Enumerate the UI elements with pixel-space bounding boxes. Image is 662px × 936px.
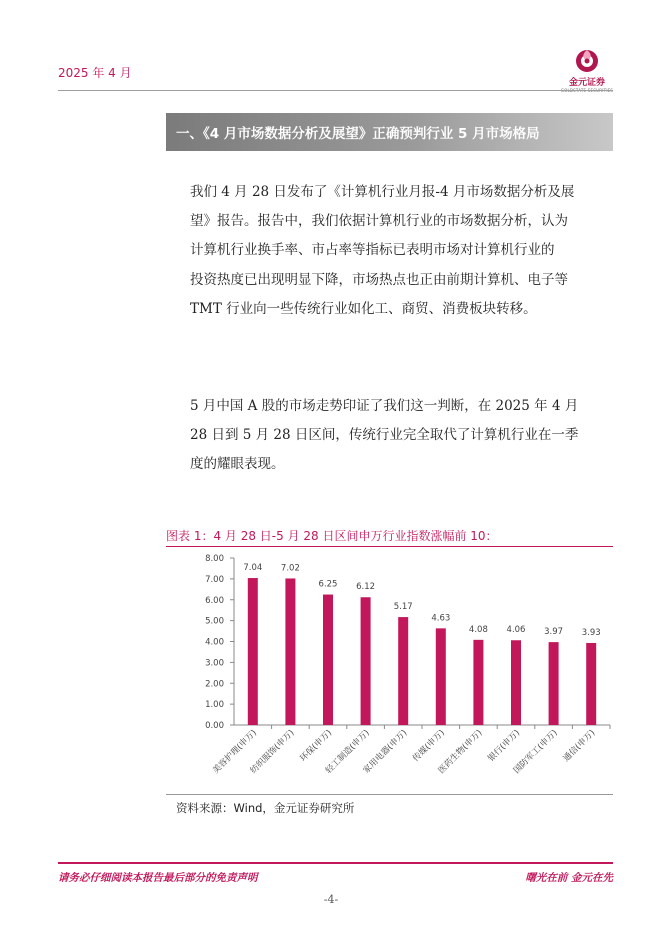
x-category-label: 纺织服饰(申万) [248, 728, 297, 776]
y-tick-label: 2.00 [205, 679, 224, 690]
bar-value-label: 7.02 [280, 563, 300, 574]
bar [398, 617, 408, 725]
y-tick-label: 3.00 [205, 658, 224, 669]
paragraph-line: 望》报告。报告中，我们依据计算机行业的市场数据分析，认为 [190, 213, 568, 230]
figure-source: 资料来源：Wind，金元证券研究所 [176, 801, 355, 815]
bar [285, 578, 295, 725]
bar-chart-svg [166, 548, 613, 794]
bar-value-label: 5.17 [393, 602, 413, 613]
bar [323, 595, 333, 725]
footer-disclaimer: 请务必仔细阅读本报告最后部分的免责声明 [58, 872, 258, 884]
paragraph-2 [190, 392, 613, 480]
page-number: -4- [323, 893, 339, 906]
y-tick-label: 6.00 [205, 595, 224, 606]
footer-slogan: 曙光在前 金元在先 [525, 872, 613, 884]
x-category-label: 通信(申万) [561, 728, 598, 764]
bar-value-label: 4.06 [506, 625, 526, 636]
paragraph-line: 投资热度已出现明显下降，市场热点也正由前期计算机、电子等 [190, 271, 568, 288]
bar [586, 643, 596, 725]
x-category-label: 轻工制造(申万) [323, 728, 372, 776]
x-category-label: 环保(申万) [298, 728, 335, 764]
figure-bottom-rule [166, 794, 613, 795]
x-category-label: 银行(申万) [486, 728, 523, 764]
bar-value-label: 3.97 [544, 627, 564, 638]
bar-value-label: 7.04 [243, 563, 263, 574]
section-heading: 一、《4 月市场数据分析及展望》正确预判行业 5 月市场格局 [176, 126, 540, 142]
bar-value-label: 3.93 [581, 627, 601, 638]
bar [549, 642, 559, 725]
section-heading-bar [166, 113, 613, 151]
y-tick-label: 0.00 [205, 721, 224, 731]
x-category-label: 医药生物(申万) [436, 728, 485, 776]
bar-value-label: 6.12 [356, 582, 376, 593]
bar-value-label: 4.08 [468, 624, 488, 635]
paragraph-line: 我们 4 月 28 日发布了《计算机行业月报-4 月市场数据分析及展 [190, 184, 575, 200]
paragraph-line: TMT 行业向一些传统行业如化工、商贸、消费板块转移。 [190, 300, 537, 317]
y-tick-label: 4.00 [205, 637, 224, 648]
figure-title: 图表 1：4 月 28 日-5 月 28 日区间申万行业指数涨幅前 10： [166, 529, 498, 543]
bar-value-label: 6.25 [318, 579, 338, 590]
x-category-label: 家用电器(申万) [361, 728, 410, 776]
y-tick-label: 5.00 [205, 616, 224, 627]
paragraph-line: 5 月中国 A 股的市场走势印证了我们这一判断，在 2025 年 4 月 [190, 398, 579, 414]
bar [361, 597, 371, 725]
y-tick-label: 1.00 [205, 700, 224, 711]
x-category-label: 国防军工(申万) [511, 728, 560, 776]
paragraph-1 [190, 178, 613, 324]
bar-chart [166, 548, 613, 798]
bar [436, 628, 446, 725]
footer-divider [58, 862, 613, 864]
x-category-label: 传媒(申万) [411, 728, 447, 764]
logo-emblem-icon [572, 48, 602, 74]
bar [248, 578, 258, 725]
report-date: 2025 年 4 月 [58, 66, 132, 80]
y-tick-label: 8.00 [205, 554, 224, 564]
bar [473, 640, 483, 725]
header-divider [58, 90, 613, 91]
paragraph-line: 计算机行业换手率、市占率等指标已表明市场对计算机行业的 [190, 242, 555, 259]
paragraph-line: 度的耀眼表现。 [190, 456, 285, 473]
paragraph-line: 28 日到 5 月 28 日区间，传统行业完全取代了计算机行业在一季 [190, 427, 579, 444]
figure-top-rule [166, 546, 613, 547]
bar-value-label: 4.63 [431, 613, 451, 624]
x-category-label: 美容护理(申万) [211, 728, 259, 776]
logo-name-cn: 金元证券 [568, 78, 605, 88]
y-tick-label: 7.00 [205, 574, 224, 585]
bar [511, 640, 521, 725]
